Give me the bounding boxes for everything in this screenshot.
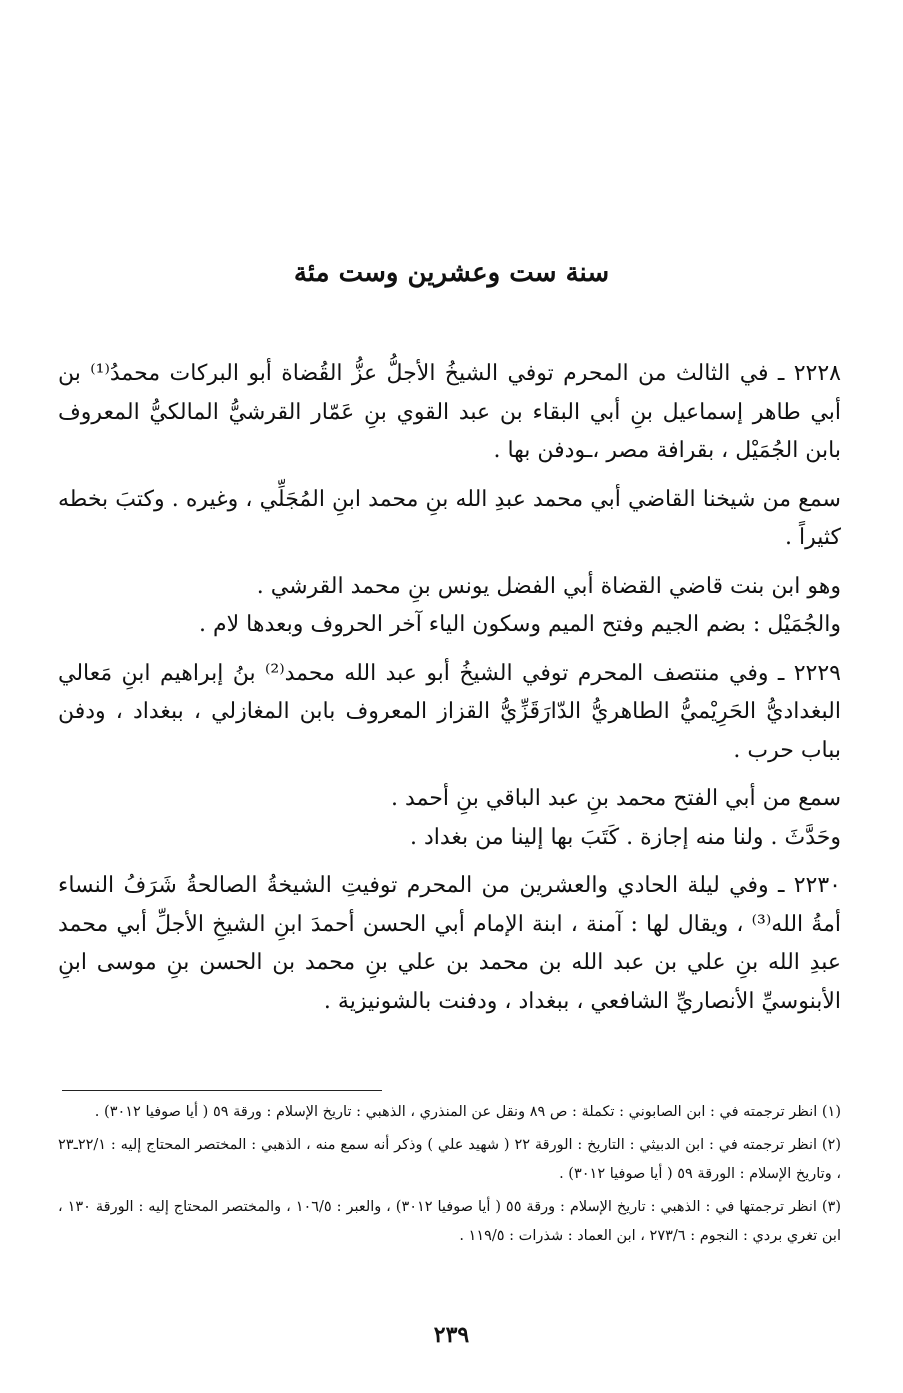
entry-2228-sama: سمع من شيخنا القاضي أبي محمد عبدِ الله بنِ محمد ابنِ المُجَلِّي ، وغيره . وكتبَ بخطه كثيراً . [58,486,841,550]
footnote-divider [62,1090,382,1091]
footnote-2: (٢) انظر ترجمته في : ابن الدبيثي : التاريخ : الورقة ٢٢ ( شهيد علي ) وذكر أنه سمع منه ، الذهبي : المختصر المحتاج إليه : ٢٢/١ـ٢٣ ، وتاريخ الإسلام : الورقة ٥٩ ( أيا صوفيا ٣٠١٢) . [58,1137,841,1182]
footnote-1: (١) انظر ترجمته في : ابن الصابوني : تكملة : ص ٨٩ ونقل عن المنذري ، الذهبي : تاريخ الإسلام : ورقة ٥٩ ( أيا صوفيا ٣٠١٢) . [94,1104,841,1120]
footnote-3: (٣) انظر ترجمتها في : الذهبي : تاريخ الإسلام : ورقة ٥٥ ( أيا صوفيا ٣٠١٢) ، والعبر : ١٠٦/٥ ، والمختصر المحتاج إليه : الورقة ١٣٠ ، ابن تغري بردي : النجوم : ٢٧٣/٦ ، ابن العماد : شذرات : ١١٩/٥ . [58,1199,841,1244]
entry-2230: ٢٢٣٠ ـ وفي ليلة الحادي والعشرين من المحرم توفيتِ الشيخةُ الصالحةُ شَرَفُ النساء أمةُ الله⁽³⁾ ، ويقال لها : آمنة ، ابنة الإمام أبي الحسن أحمدَ ابنِ الشيخِ الأجلِّ أبي محمد عبدِ الله بنِ علي بن عبد الله بن محمد بن علي بنِ محمد بن الحسن بنِ موسى ابنِ الأبنوسيِّ الأنصاريِّ الشافعي ، ببغداد ، ودفنت بالشونيزية . [58,873,842,1014]
entry-2228-dabt: والجُمَيْل : بضم الجيم وفتح الميم وسكون الياء آخر الحروف وبعدها لام . [199,612,841,637]
entry-2229: ٢٢٢٩ ـ وفي منتصف المحرم توفي الشيخُ أبو عبد الله محمد⁽²⁾ بنُ إبراهيم ابنِ مَعالي البغداديُّ الحَرِيْميُّ الطاهريُّ الدّارَقَزِّيُّ القزاز المعروف بابن المغازلي ، ببغداد ، ودفن بباب حرب . [58,660,841,763]
page-title: سنة ست وعشرين وست مئة [293,258,610,288]
entry-2228: ٢٢٢٨ ـ في الثالث من المحرم توفي الشيخُ الأجلُّ عزُّ القُضاة أبو البركات محمدُ⁽¹⁾ بن أبي طاهر إسماعيل بنِ أبي البقاء بن عبد القوي بنِ عَمّار القرشيُّ المالكيُّ المعروف بابن الجُمَيْل ، بقرافة مصر ،ـودفن بها . [58,361,841,463]
entry-2229-ijaza: وحَدَّثَ . ولنا منه إجازة . كَتَبَ بها إلينا من بغداد . [409,824,841,850]
footnotes [58,1098,841,1255]
main-text [58,355,841,1021]
entry-2229-sama: سمع من أبي الفتح محمد بنِ عبد الباقي بنِ أحمد . [391,786,841,811]
entry-2228-nasab: وهو ابن بنت قاضي القضاة أبي الفضل يونس بنِ محمد القرشي . [256,573,841,599]
page-number: ٢٣٩ [433,1322,470,1348]
